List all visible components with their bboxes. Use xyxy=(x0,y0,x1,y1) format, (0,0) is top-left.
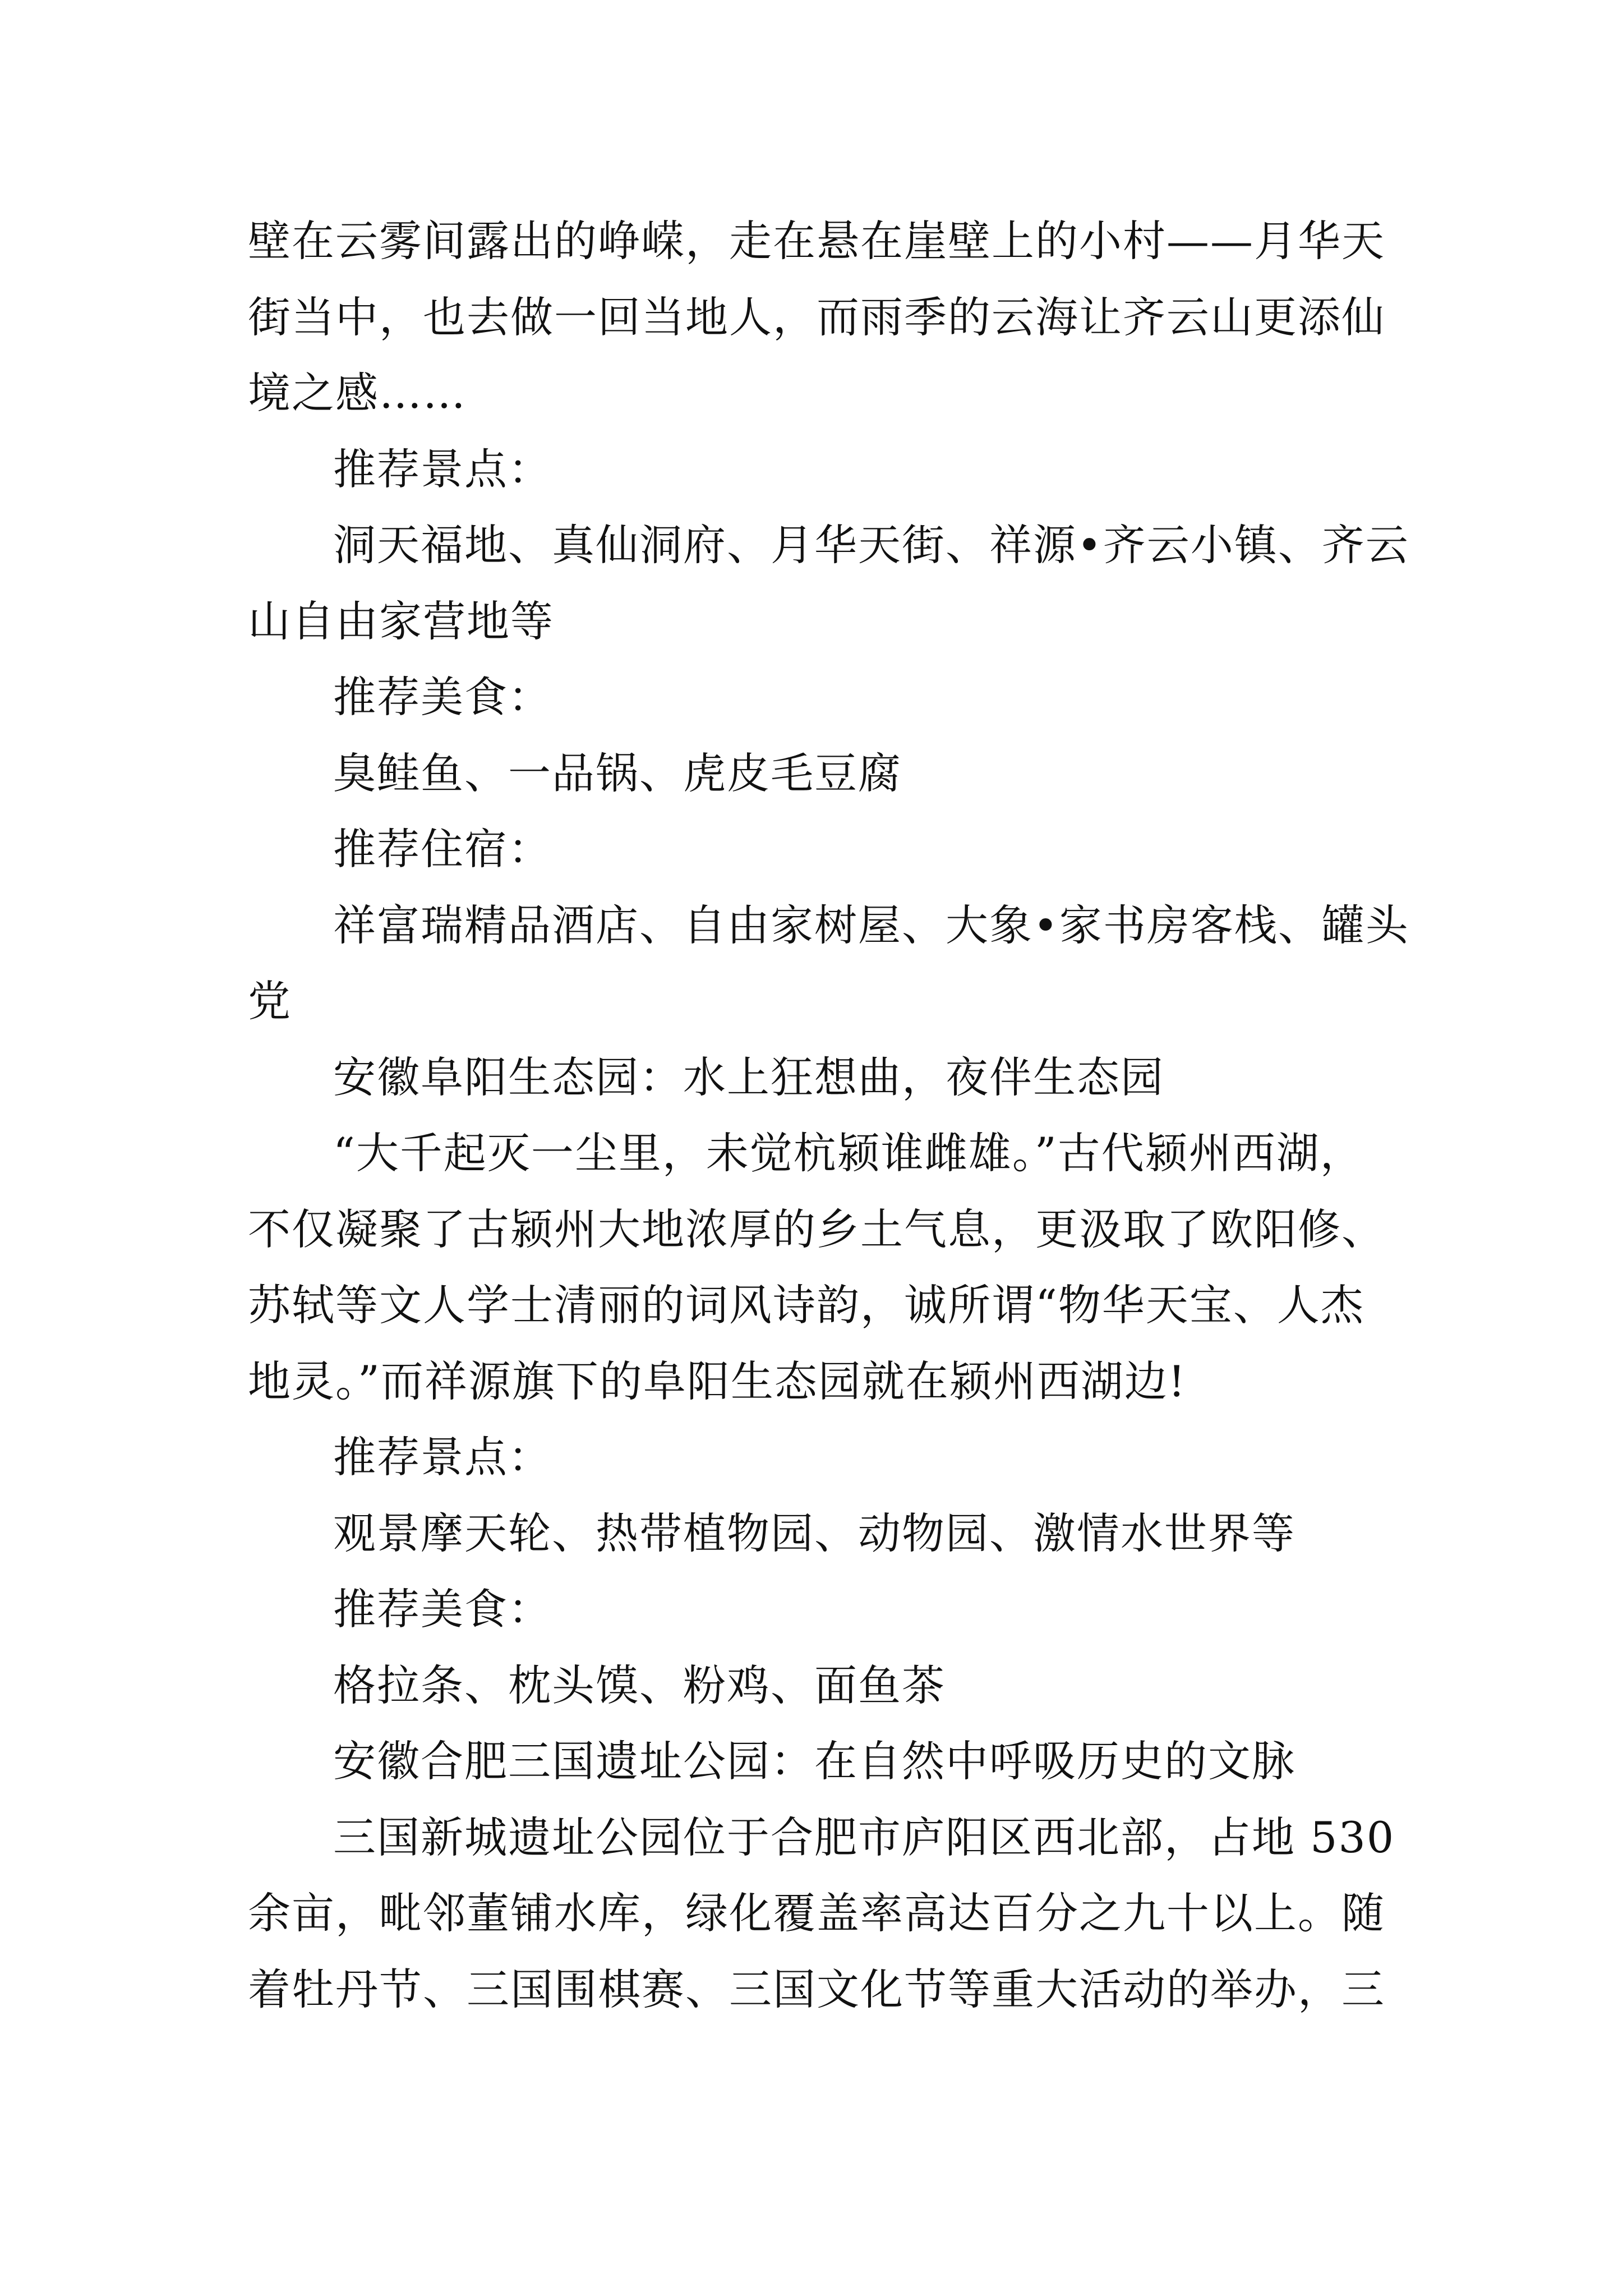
text-line: 地灵。”而祥源旗下的阜阳生态园就在颍州西湖边! xyxy=(248,1356,1187,1406)
text-line: 观景摩天轮、热带植物园、动物园、激情水世界等 xyxy=(333,1508,1295,1558)
text-line: 臭鲑鱼、一品锅、虎皮毛豆腐 xyxy=(333,748,902,798)
text-line: 不仅凝聚了古颍州大地浓厚的乡土气息，更汲取了欧阳修、 xyxy=(248,1204,1385,1254)
text-line: 着牡丹节、三国围棋赛、三国文化节等重大活动的举办，三 xyxy=(248,1964,1385,2014)
text-line: 洞天福地、真仙洞府、月华天街、祥源•齐云小镇、齐云 xyxy=(333,520,1409,570)
text-line: 山自由家营地等 xyxy=(248,596,554,646)
section-heading: 安徽阜阳生态园：水上狂想曲，夜伴生态园 xyxy=(333,1052,1164,1102)
text-line: 街当中，也去做一回当地人，而雨季的云海让齐云山更添仙 xyxy=(248,292,1385,342)
text-line: 壁在云雾间露出的峥嵘，走在悬在崖壁上的小村——月华天 xyxy=(248,216,1385,266)
section-label: 推荐美食： xyxy=(333,1584,552,1634)
text-line: 三国新城遗址公园位于合肥市庐阳区西北部，占地 530 xyxy=(333,1812,1395,1862)
text-line: “大千起灭一尘里，未觉杭颍谁雌雄。”古代颍州西湖， xyxy=(333,1128,1364,1178)
text-line: 格拉条、枕头馍、粉鸡、面鱼茶 xyxy=(333,1660,946,1710)
text-line: 苏轼等文人学士清丽的词风诗韵，诚所谓“物华天宝、人杰 xyxy=(248,1280,1364,1330)
section-label: 推荐景点： xyxy=(333,1432,552,1482)
section-heading: 安徽合肥三国遗址公园：在自然中呼吸历史的文脉 xyxy=(333,1736,1295,1786)
text-line: 党 xyxy=(248,976,292,1026)
text-line: 境之感…… xyxy=(248,368,467,418)
section-label: 推荐美食： xyxy=(333,672,552,722)
text-line: 余亩，毗邻董铺水库，绿化覆盖率高达百分之九十以上。随 xyxy=(248,1888,1385,1938)
section-label: 推荐住宿： xyxy=(333,824,552,874)
section-label: 推荐景点： xyxy=(333,444,552,494)
body-text xyxy=(248,203,1409,2027)
text-line: 祥富瑞精品酒店、自由家树屋、大象•家书房客栈、罐头 xyxy=(333,900,1409,950)
